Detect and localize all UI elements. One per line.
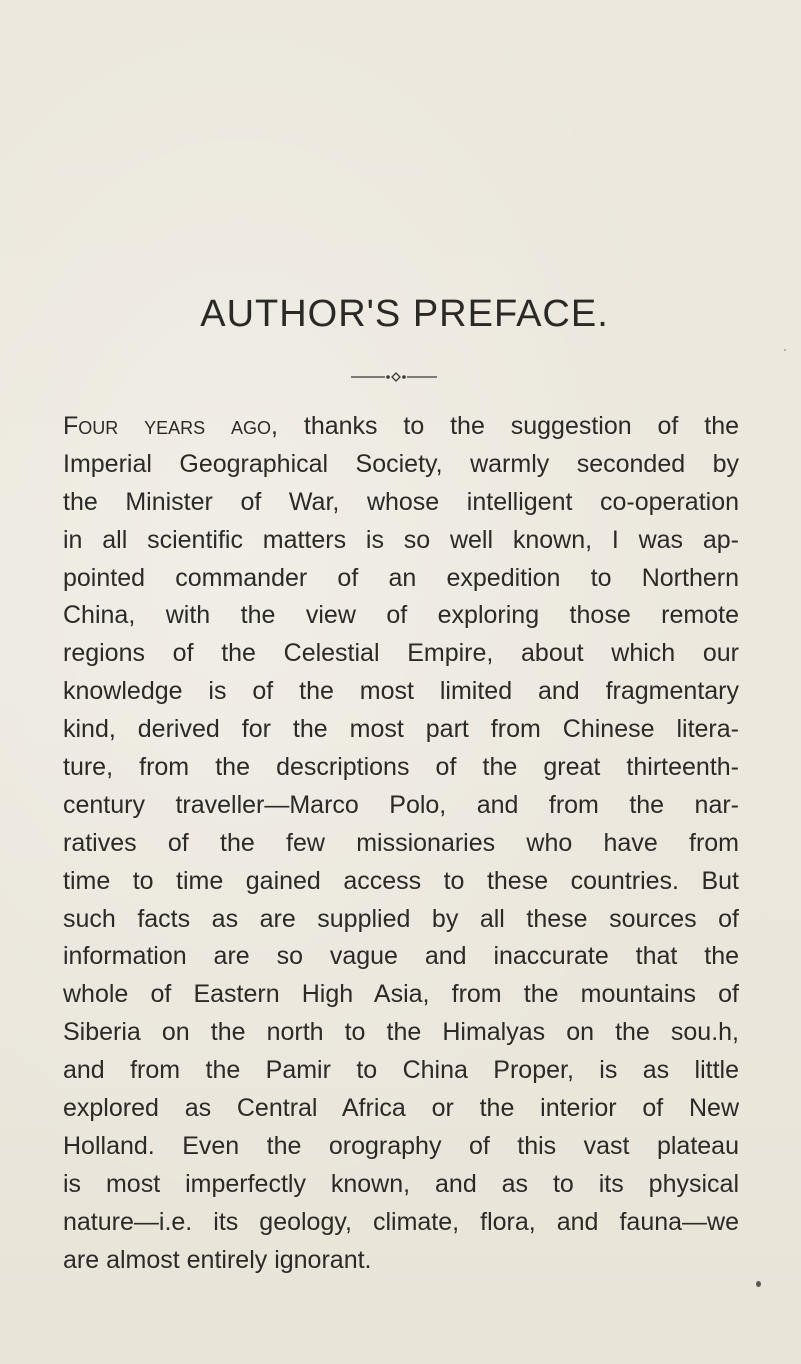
preface-line: is most imperfectly known, and as to its physical [63, 1169, 739, 1198]
preface-line: ratives of the few missionaries who have from [63, 828, 739, 857]
preface-line: information are so vague and inaccurate that the [63, 942, 739, 971]
preface-body [63, 408, 739, 1279]
preface-line: such facts as are supplied by all these sources of [63, 904, 739, 933]
preface-line: Siberia on the north to the Himalyas on the sou.h, [63, 1018, 739, 1047]
paper-speck [784, 349, 786, 351]
preface-line: explored as Central Africa or the interior of New [63, 1094, 739, 1123]
preface-line: and from the Pamir to China Proper, is as little [63, 1056, 739, 1085]
title-ornament-divider [351, 371, 437, 383]
preface-line: whole of Eastern High Asia, from the mountains of [63, 980, 739, 1009]
preface-line: ture, from the descriptions of the great thirteenth- [63, 753, 739, 782]
preface-line: kind, derived for the most part from Chinese litera- [63, 715, 739, 744]
preface-line: Holland. Even the orography of this vast plateau [63, 1131, 739, 1160]
paper-speck [756, 1281, 761, 1287]
preface-line-last: are almost entirely ignorant. [63, 1245, 372, 1274]
preface-line: pointed commander of an expedition to Northern [63, 563, 739, 592]
preface-line-1: Four years ago, thanks to the suggestion of the [63, 412, 739, 440]
preface-line: nature—i.e. its geology, climate, flora, and fauna—we [63, 1207, 739, 1236]
preface-line: Imperial Geographical Society, warmly seconded by [63, 449, 739, 478]
preface-line: knowledge is of the most limited and fragmentary [63, 677, 739, 706]
preface-line: century traveller—Marco Polo, and from the nar- [63, 790, 739, 819]
preface-line: regions of the Celestial Empire, about which our [63, 639, 739, 668]
preface-line: time to time gained access to these countries. But [63, 866, 739, 895]
preface-line: China, with the view of exploring those remote [63, 601, 739, 630]
preface-line: the Minister of War, whose intelligent co-operation [63, 487, 739, 516]
opening-words: Four years ago, [63, 412, 278, 440]
page-title: AUTHOR'S PREFACE. [200, 293, 609, 335]
preface-line: in all scientific matters is so well known, I was ap- [63, 525, 739, 554]
